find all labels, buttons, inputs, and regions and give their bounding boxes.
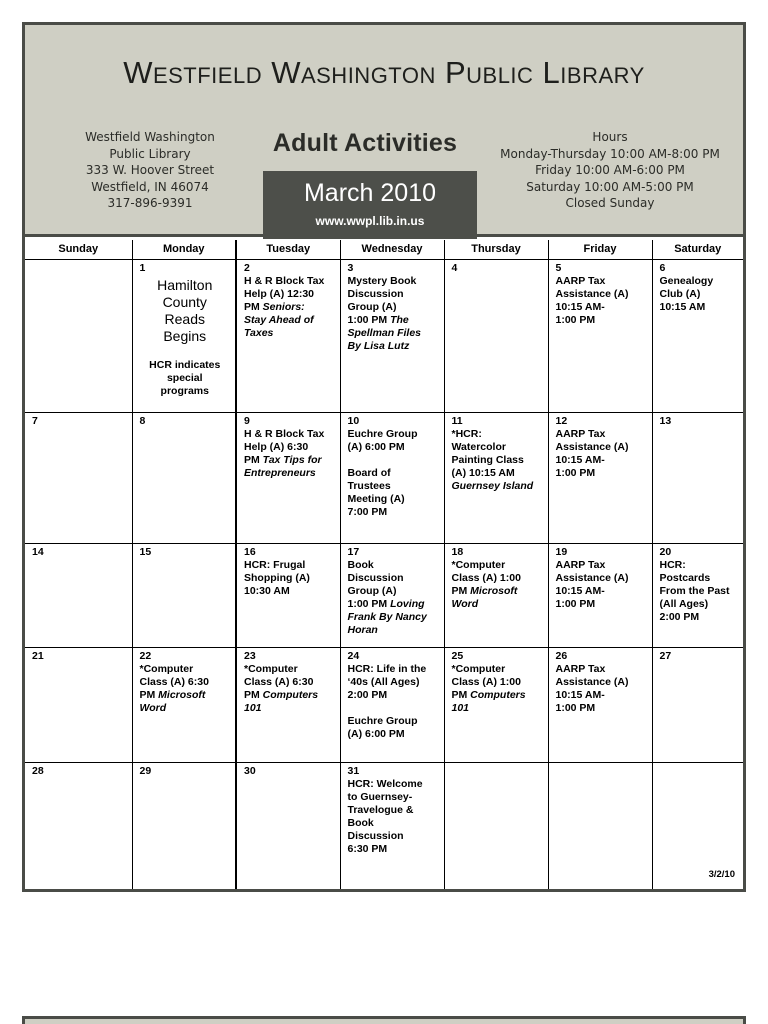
day-number: 16 [244,545,256,558]
day-number: 20 [659,545,672,558]
day-number: 6 [659,261,666,274]
day-cell [25,647,132,762]
event-text [244,428,335,480]
weekday-header: Friday [548,240,652,259]
weekday-header: Wednesday [340,240,444,259]
day-number: 2 [244,261,250,274]
address-line: Westfield, IN 46074 [91,179,209,194]
day-number: 22 [139,649,152,662]
event-text-plain: *Computer Class (A) 1:00 PM [451,662,521,701]
event-text: HCR: Life in the ‘40s (All Ages) 2:00 PM [347,662,427,701]
address-line: 333 W. Hoover Street [85,163,215,177]
hours-line: Saturday 10:00 AM-5:00 PM [526,179,694,194]
day-cell [548,259,652,412]
day-number: 23 [244,649,256,662]
phone-number: 317-896-9391 [107,196,193,210]
day-cell [132,762,236,889]
hours-heading: Hours [592,130,628,144]
month-box [263,171,477,239]
weekday-header: Tuesday [236,240,340,259]
day-cell [132,543,236,647]
address-line: Westfield Washington [85,130,215,144]
day-number: 15 [139,545,152,558]
website-link[interactable]: www.wwpl.lib.in.us [315,214,425,228]
day-number: 9 [244,414,250,427]
revision-date: 3/2/10 [708,869,735,880]
day-cell [444,647,548,762]
library-title [25,55,743,91]
day-cell [236,543,340,647]
day-cell [444,543,548,647]
event-text [348,275,439,353]
event-text: AARP Tax Assistance (A) 10:15 AM- 1:00 PM [555,558,629,610]
event-text [452,663,543,715]
day-cell [444,412,548,543]
day-cell [25,543,132,647]
event-text: AARP Tax Assistance (A) 10:15 AM- 1:00 PM [555,274,629,326]
day-cell [340,259,444,412]
weekday-header-row [25,240,743,259]
hours-line: Friday 10:00 AM-6:00 PM [535,163,685,177]
day-number: 12 [555,414,568,427]
event-text [452,559,543,611]
day-number: 18 [451,545,464,558]
day-number: 27 [659,649,672,662]
day-number: 30 [244,764,256,777]
day-cell [236,259,340,412]
day-cell [548,647,652,762]
event-text-italic: Tax Tips for Entrepreneurs [244,453,322,479]
event-text-italic: Computers 101 [244,688,319,714]
day-number: 24 [347,649,360,662]
weekday-header: Thursday [444,240,548,259]
day-cell [652,647,743,762]
event-text: AARP Tax Assistance (A) 10:15 AM- 1:00 PM [555,662,629,714]
day-cell [340,647,444,762]
day-cell-empty [548,762,652,889]
event-text: Genealogy Club (A) 10:15 AM [659,274,714,313]
day-number: 31 [347,764,360,777]
event-text [140,663,231,715]
hours-line: Monday-Thursday 10:00 AM-8:00 PM [500,146,720,161]
day-cell-empty [652,762,743,889]
day-cell-empty [25,259,132,412]
day-number: 7 [32,414,38,427]
day-number: 8 [139,414,146,427]
weekday-header: Sunday [25,240,132,259]
day-cell [548,543,652,647]
day-number: 29 [139,764,152,777]
day-cell [444,259,548,412]
calendar-table [25,240,743,889]
event-text-plain: *Computer Class (A) 1:00 PM [451,558,521,597]
event-text: AARP Tax Assistance (A) 10:15 AM- 1:00 PM [555,427,629,479]
event-text-plain: Mystery Book Discussion Group (A) 1:00 PM [347,274,417,326]
day-cell [236,647,340,762]
event-text: HCR: Postcards From the Past (All Ages) 2:00 PM [659,558,730,623]
calendar-grid [25,240,743,889]
day-number: 1 [139,261,146,274]
adult-activities-heading: Adult Activities [272,129,458,157]
next-page-edge [22,1016,746,1024]
day-cell [236,412,340,543]
day-cell [548,412,652,543]
day-number: 14 [32,545,44,558]
event-text-plain: *Computer Class (A) 6:30 PM [139,662,209,701]
event-text [348,559,439,637]
event-text: Euchre Group (A) 6:00 PM [347,714,418,740]
day-number: 11 [451,414,463,427]
event-text-plain: H & R Block Tax Help (A) 12:30 PM [244,274,325,313]
day-number: 10 [347,414,360,427]
day-number: 26 [555,649,568,662]
weekday-header: Monday [132,240,236,259]
header-band [25,25,743,237]
day-number: 13 [659,414,672,427]
calendar-page [22,22,746,892]
month-title: March 2010 [303,179,437,207]
day-cell [652,412,743,543]
library-hours [495,129,725,212]
hcr-note: HCR indicates special programs [149,358,221,397]
event-text [452,428,543,493]
event-text: Board of Trustees Meeting (A) 7:00 PM [347,466,405,518]
day-cell [132,412,236,543]
day-cell [652,543,743,647]
day-number: 21 [32,649,44,662]
event-text-plain: H & R Block Tax Help (A) 6:30 PM [244,427,325,466]
day-cell [236,762,340,889]
weekday-header: Saturday [652,240,743,259]
event-text-italic: The Spellman Files By Lisa Lutz [347,313,422,352]
week-row [25,259,743,412]
event-text [244,275,335,340]
hours-line: Closed Sunday [565,196,655,210]
day-number: 25 [451,649,464,662]
library-address [65,129,235,212]
day-number: 17 [347,545,360,558]
event-text: Euchre Group (A) 6:00 PM [347,427,418,453]
event-text-italic: Microsoft Word [139,688,206,714]
day-cell [340,412,444,543]
spacer [348,454,439,467]
day-number: 5 [555,261,562,274]
event-text-plain: *HCR: Watercolor Painting Class (A) 10:15 AM [451,427,524,479]
day-number: 28 [32,764,44,777]
hcr-begins-text: Hamilton County Reads Begins [157,276,213,344]
event-text: HCR: Frugal Shopping (A) 10:30 AM [244,558,310,597]
event-text-italic: Microsoft Word [451,584,518,610]
day-cell-empty [444,762,548,889]
event-text [244,663,335,715]
event-text-plain: Book Discussion Group (A) 1:00 PM [347,558,404,610]
day-cell [340,762,444,889]
week-row [25,762,743,889]
day-cell [25,412,132,543]
day-number: 3 [347,261,354,274]
event-text-italic: Seniors: Stay Ahead of Taxes [244,300,314,339]
spacer [348,702,439,715]
event-text-italic: Computers 101 [451,688,526,714]
day-cell [25,762,132,889]
day-number: 4 [451,261,458,274]
day-cell [652,259,743,412]
address-line: Public Library [109,146,191,161]
library-title-text: Westfield Washington Public Library [123,55,645,90]
day-cell [340,543,444,647]
week-row [25,412,743,543]
event-text-plain: *Computer Class (A) 6:30 PM [244,662,314,701]
week-row [25,647,743,762]
week-row [25,543,743,647]
event-text: HCR: Welcome to Guernsey- Travelogue & Book Discussion 6:30 PM [347,777,423,855]
day-cell [132,647,236,762]
event-text-italic: Loving Frank By Nancy Horan [347,597,427,636]
day-number: 19 [555,545,568,558]
day-cell [132,259,236,412]
event-text-italic: Guernsey Island [451,479,534,492]
